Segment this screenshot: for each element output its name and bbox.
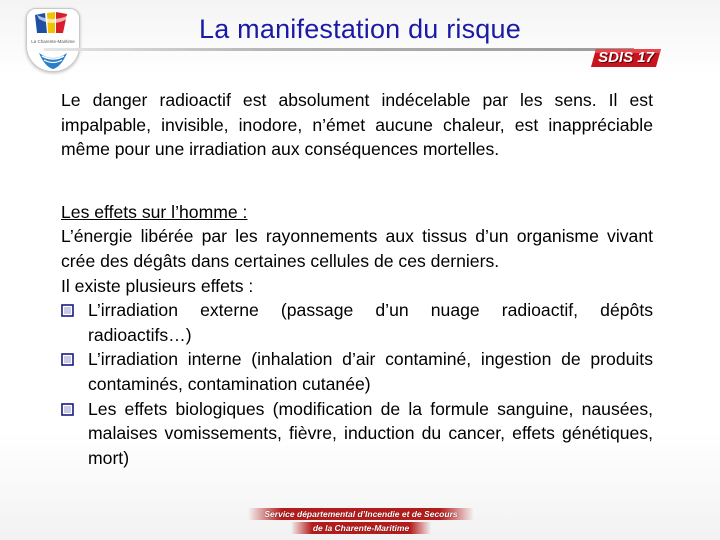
- list-item: [61, 298, 653, 347]
- list-item-text: L’irradiation externe (passage d’un nuage radioactif, dépôts radioactifs…): [88, 300, 653, 345]
- badge-label: SDIS 17: [598, 49, 654, 66]
- list-item-text: L’irradiation interne (inhalation d’air contaminé, ingestion de produits contaminés, contamination cutanée): [88, 349, 653, 394]
- list-item-text: Les effets biologiques (modification de la formule sanguine, nausées, malaises vomissements, fièvre, induction du cancer, effets génétiques, mort): [88, 398, 653, 468]
- page-title: La manifestation du risque: [199, 14, 521, 44]
- list-item: [61, 347, 653, 396]
- effects-intro: Il existe plusieurs effets :: [61, 275, 254, 296]
- logo-caption: La Charente-Maritime: [31, 39, 75, 44]
- header-divider: [44, 48, 634, 51]
- footer-banner: [246, 506, 476, 538]
- list-item: [61, 397, 653, 471]
- footer-line-1: Service départemental d’Incendie et de Secours: [248, 508, 474, 520]
- checkbox-square-icon: [61, 403, 74, 416]
- footer-line-2: de la Charente-Maritime: [291, 522, 431, 534]
- section-heading: Les effets sur l’homme :: [61, 201, 248, 222]
- energy-paragraph: L’énergie libérée par les rayonnements aux tissus d’un organisme vivant crée des dégâts dans certaines cellules de ces derniers.: [61, 226, 653, 271]
- sdis-badge: [590, 48, 662, 68]
- intro-paragraph: Le danger radioactif est absolument indécelable par les sens. Il est impalpable, invisible, inodore, n’émet aucune chaleur, est inappréciable même pour une irradiation aux conséquences mortelles.: [61, 90, 653, 160]
- checkbox-square-icon: [61, 304, 74, 317]
- checkbox-square-icon: [61, 353, 74, 366]
- body-content: [61, 88, 653, 470]
- effects-list: [61, 298, 653, 470]
